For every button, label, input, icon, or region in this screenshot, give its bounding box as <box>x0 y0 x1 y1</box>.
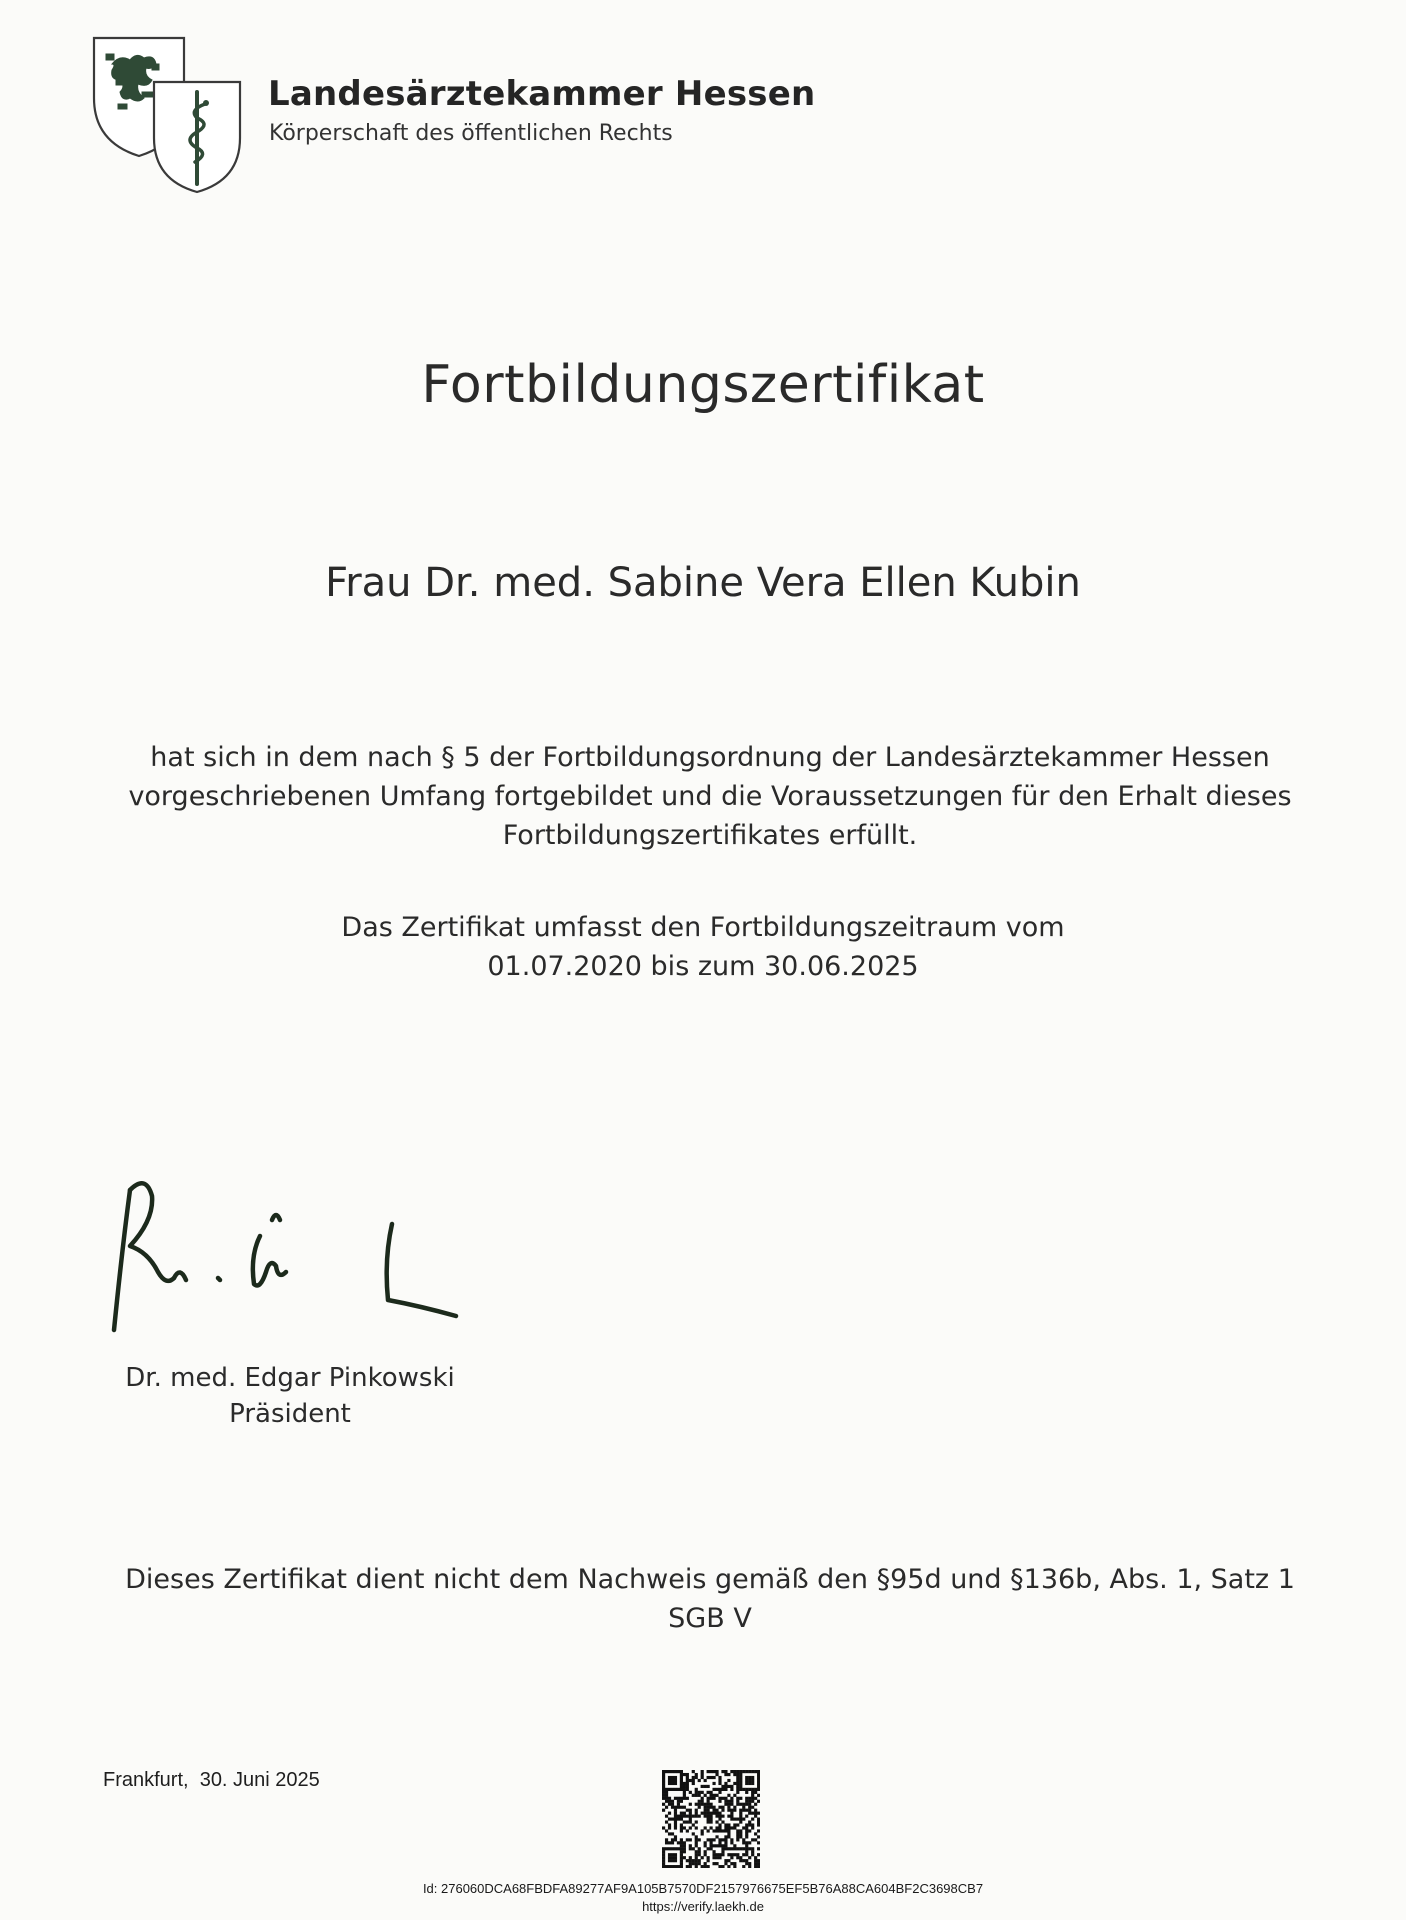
org-subtitle: Körperschaft des öffentlichen Rechts <box>269 121 673 146</box>
org-name: Landesärztekammer Hessen <box>268 74 816 114</box>
certificate-period <box>0 908 1406 986</box>
verify-link[interactable]: https://verify.laekh.de <box>642 1899 764 1914</box>
period-dates: 01.07.2020 bis zum 30.06.2025 <box>487 951 919 982</box>
signatory-block <box>100 1360 480 1432</box>
org-logo <box>92 34 262 194</box>
body-line: vorgeschriebenen Umfang fortgebildet und die Voraussetzungen für den Erhalt dieses <box>128 781 1292 812</box>
certificate-id: Id: 276060DCA68FBDFA89277AF9A105B7570DF2157976675EF5B76A88CA604BF2C3698CB7 <box>422 1881 984 1896</box>
signatory-name: Dr. med. Edgar Pinkowski <box>125 1363 455 1393</box>
coat-of-arms-icon <box>92 34 262 194</box>
qr-code[interactable] <box>662 1770 760 1868</box>
body-line: hat sich in dem nach § 5 der Fortbildungsordnung der Landesärztekammer Hessen <box>150 742 1270 773</box>
legal-note <box>90 1560 1330 1638</box>
note-line: Dieses Zertifikat dient nicht dem Nachweis gemäß den §95d und §136b, Abs. 1, Satz 1 <box>125 1564 1295 1595</box>
signatory-role: Präsident <box>229 1399 351 1429</box>
certificate-body <box>90 738 1330 855</box>
body-line: Fortbildungszertifikates erfüllt. <box>502 820 918 851</box>
recipient-name: Frau Dr. med. Sabine Vera Ellen Kubin <box>325 560 1081 606</box>
note-line: SGB V <box>668 1603 752 1634</box>
certificate-title: Fortbildungszertifikat <box>421 355 985 415</box>
period-line: Das Zertifikat umfasst den Fortbildungszeitraum vom <box>341 912 1065 943</box>
signature-icon <box>100 1160 480 1350</box>
signature <box>100 1160 480 1350</box>
place-date: Frankfurt, 30. Juni 2025 <box>103 1769 320 1791</box>
qr-code-icon <box>662 1770 760 1868</box>
